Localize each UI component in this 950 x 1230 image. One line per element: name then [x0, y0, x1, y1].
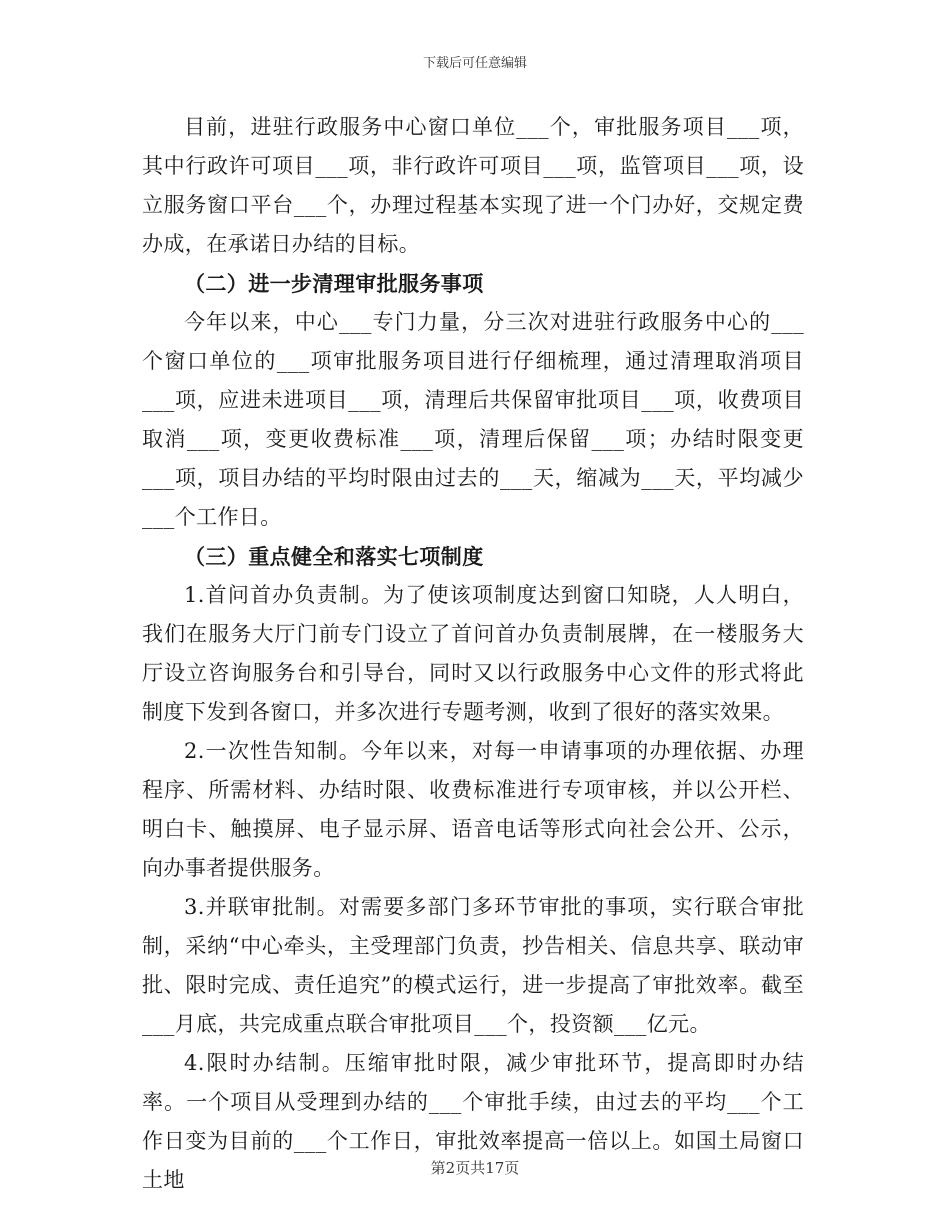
paragraph-item-1: 1.首问首办负责制。为了使该项制度达到窗口知晓，人人明白，我们在服务大厅门前专门设立了首问首办负责制展牌，在一楼服务大厅设立咨询服务台和引导台，同时又以行政服务中心文件的形式将此制度下发到各窗口，并多次进行专题考测，收到了很好的落实效果。 [142, 583, 804, 724]
page-header: 下载后可任意编辑 [422, 56, 527, 71]
paragraph-item-4: 4.限时办结制。压缩审批时限，减少审批环节，提高即时办结率。一个项目从受理到办结的___个审批手续，由过去的平均___个工作日变为目前的___个工作日，审批效率提高一倍以上。如国土局窗口土地 [142, 1051, 804, 1192]
paragraph-item-2: 2.一次性告知制。今年以来，对每一申请事项的办理依据、办理程序、所需材料、办结时限、收费标准进行专项审核，并以公开栏、明白卡、触摸屏、电子显示屏、语音电话等形式向社会公开、公示，向办事者提供服务。 [142, 739, 804, 880]
paragraph-cleanup: 今年以来，中心___专门力量，分三次对进驻行政服务中心的___个窗口单位的___项审批服务项目进行仔细梳理，通过清理取消项目___项，应进未进项目___项，清理后共保留审批项目___项，收费项目取消___项，变更收费标准___项，清理后保留___项；办结时限变更___项，项目办结的平均时限由过去的___天，缩减为___天，平均减少___个工作日。 [142, 310, 804, 529]
page-number-footer: 第2页共17页 [430, 1159, 520, 1177]
paragraph-item-3: 3.并联审批制。对需要多部门多环节审批的事项，实行联合审批制，采纳“中心牵头，主受理部门负责，抄告相关、信息共享、联动审批、限时完成、责任追究”的模式运行，进一步提高了审批效率。截至___月底，共完成重点联合审批项目___个，投资额___亿元。 [142, 895, 804, 1036]
paragraph-summary: 目前，进驻行政服务中心窗口单位___个，审批服务项目___项，其中行政许可项目___项，非行政许可项目___项，监管项目___项，设立服务窗口平台___个，办理过程基本实现了进一个门办好，交规定费办成，在承诺日办结的目标。 [142, 115, 804, 256]
section-heading-2: （二）进一步清理审批服务事项 [184, 271, 484, 296]
document-body [142, 108, 804, 1200]
section-heading-3: （三）重点健全和落实七项制度 [184, 544, 484, 569]
